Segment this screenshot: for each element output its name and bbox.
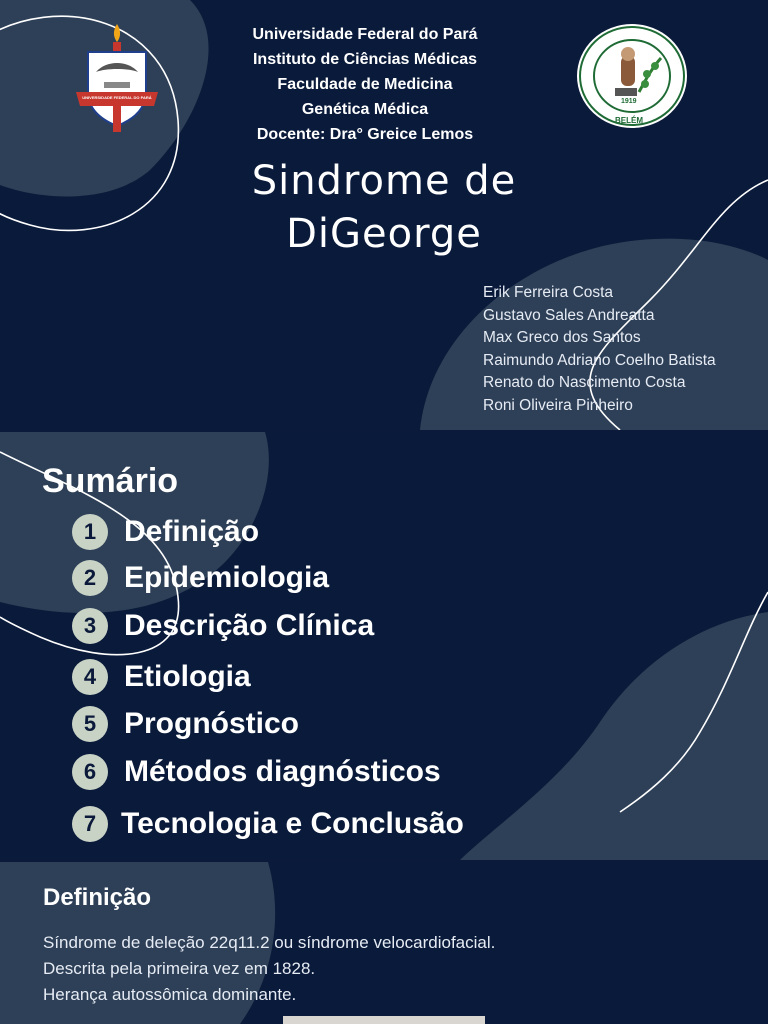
summary-item-label: Descrição Clínica bbox=[124, 609, 375, 642]
definition-title: Definição bbox=[43, 884, 152, 911]
number-badge: 7 bbox=[72, 806, 108, 842]
header-line: Faculdade de Medicina bbox=[277, 76, 453, 93]
seal-city: BELÉM bbox=[615, 116, 643, 125]
definition-line: Herança autossômica dominante. bbox=[43, 985, 297, 1004]
header-line: Universidade Federal do Pará bbox=[252, 26, 478, 43]
summary-item bbox=[72, 514, 259, 550]
summary-item-label: Tecnologia e Conclusão bbox=[121, 807, 464, 840]
faculdade-seal bbox=[575, 22, 689, 130]
title-slide bbox=[0, 0, 768, 430]
number-badge: 2 bbox=[72, 560, 108, 596]
seal-year: 1919 bbox=[621, 98, 637, 105]
number-badge: 4 bbox=[72, 659, 108, 695]
summary-item bbox=[72, 560, 329, 596]
title-line-1: Sindrome de bbox=[251, 158, 517, 204]
header-line: Genética Médica bbox=[301, 101, 429, 118]
definition-text bbox=[43, 930, 495, 1008]
ufpa-logo bbox=[74, 22, 160, 134]
summary-item-label: Métodos diagnósticos bbox=[124, 755, 441, 788]
author-name: Raimundo Adriano Coelho Batista bbox=[483, 351, 716, 369]
ufpa-banner-text: UNIVERSIDADE FEDERAL DO PARÁ bbox=[82, 95, 152, 100]
author-name: Erik Ferreira Costa bbox=[483, 284, 614, 301]
summary-item-label: Prognóstico bbox=[124, 707, 300, 740]
summary-item bbox=[72, 706, 299, 742]
image-preview-edge bbox=[283, 1016, 485, 1024]
author-name: Roni Oliveira Pinheiro bbox=[483, 396, 633, 414]
header-line: Instituto de Ciências Médicas bbox=[252, 51, 478, 68]
author-name: Renato do Nascimento Costa bbox=[483, 374, 686, 392]
author-list bbox=[483, 282, 716, 418]
number-badge: 3 bbox=[72, 608, 108, 644]
number-badge: 5 bbox=[72, 706, 108, 742]
title-line-2: DiGeorge bbox=[286, 211, 482, 257]
header-line: Docente: Dra° Greice Lemos bbox=[256, 126, 474, 143]
summary-item bbox=[72, 608, 374, 644]
author-name: Gustavo Sales Andreatta bbox=[483, 306, 655, 324]
number-badge: 6 bbox=[72, 754, 108, 790]
summary-item-label: Epidemiologia bbox=[124, 561, 330, 594]
summary-item bbox=[72, 754, 441, 790]
summary-item bbox=[72, 659, 251, 695]
number-badge: 1 bbox=[72, 514, 108, 550]
definition-line: Descrita pela primeira vez em 1828. bbox=[43, 959, 316, 978]
definition-line: Síndrome de deleção 22q11.2 ou síndrome velocardiofacial. bbox=[43, 933, 496, 952]
author-name: Max Greco dos Santos bbox=[483, 329, 641, 347]
page-title bbox=[150, 155, 618, 261]
summary-item bbox=[72, 806, 464, 842]
summary-item-label: Etiologia bbox=[124, 660, 251, 693]
summary-item-label: Definição bbox=[124, 515, 260, 548]
summary-title: Sumário bbox=[42, 462, 179, 500]
institution-header bbox=[210, 22, 520, 147]
